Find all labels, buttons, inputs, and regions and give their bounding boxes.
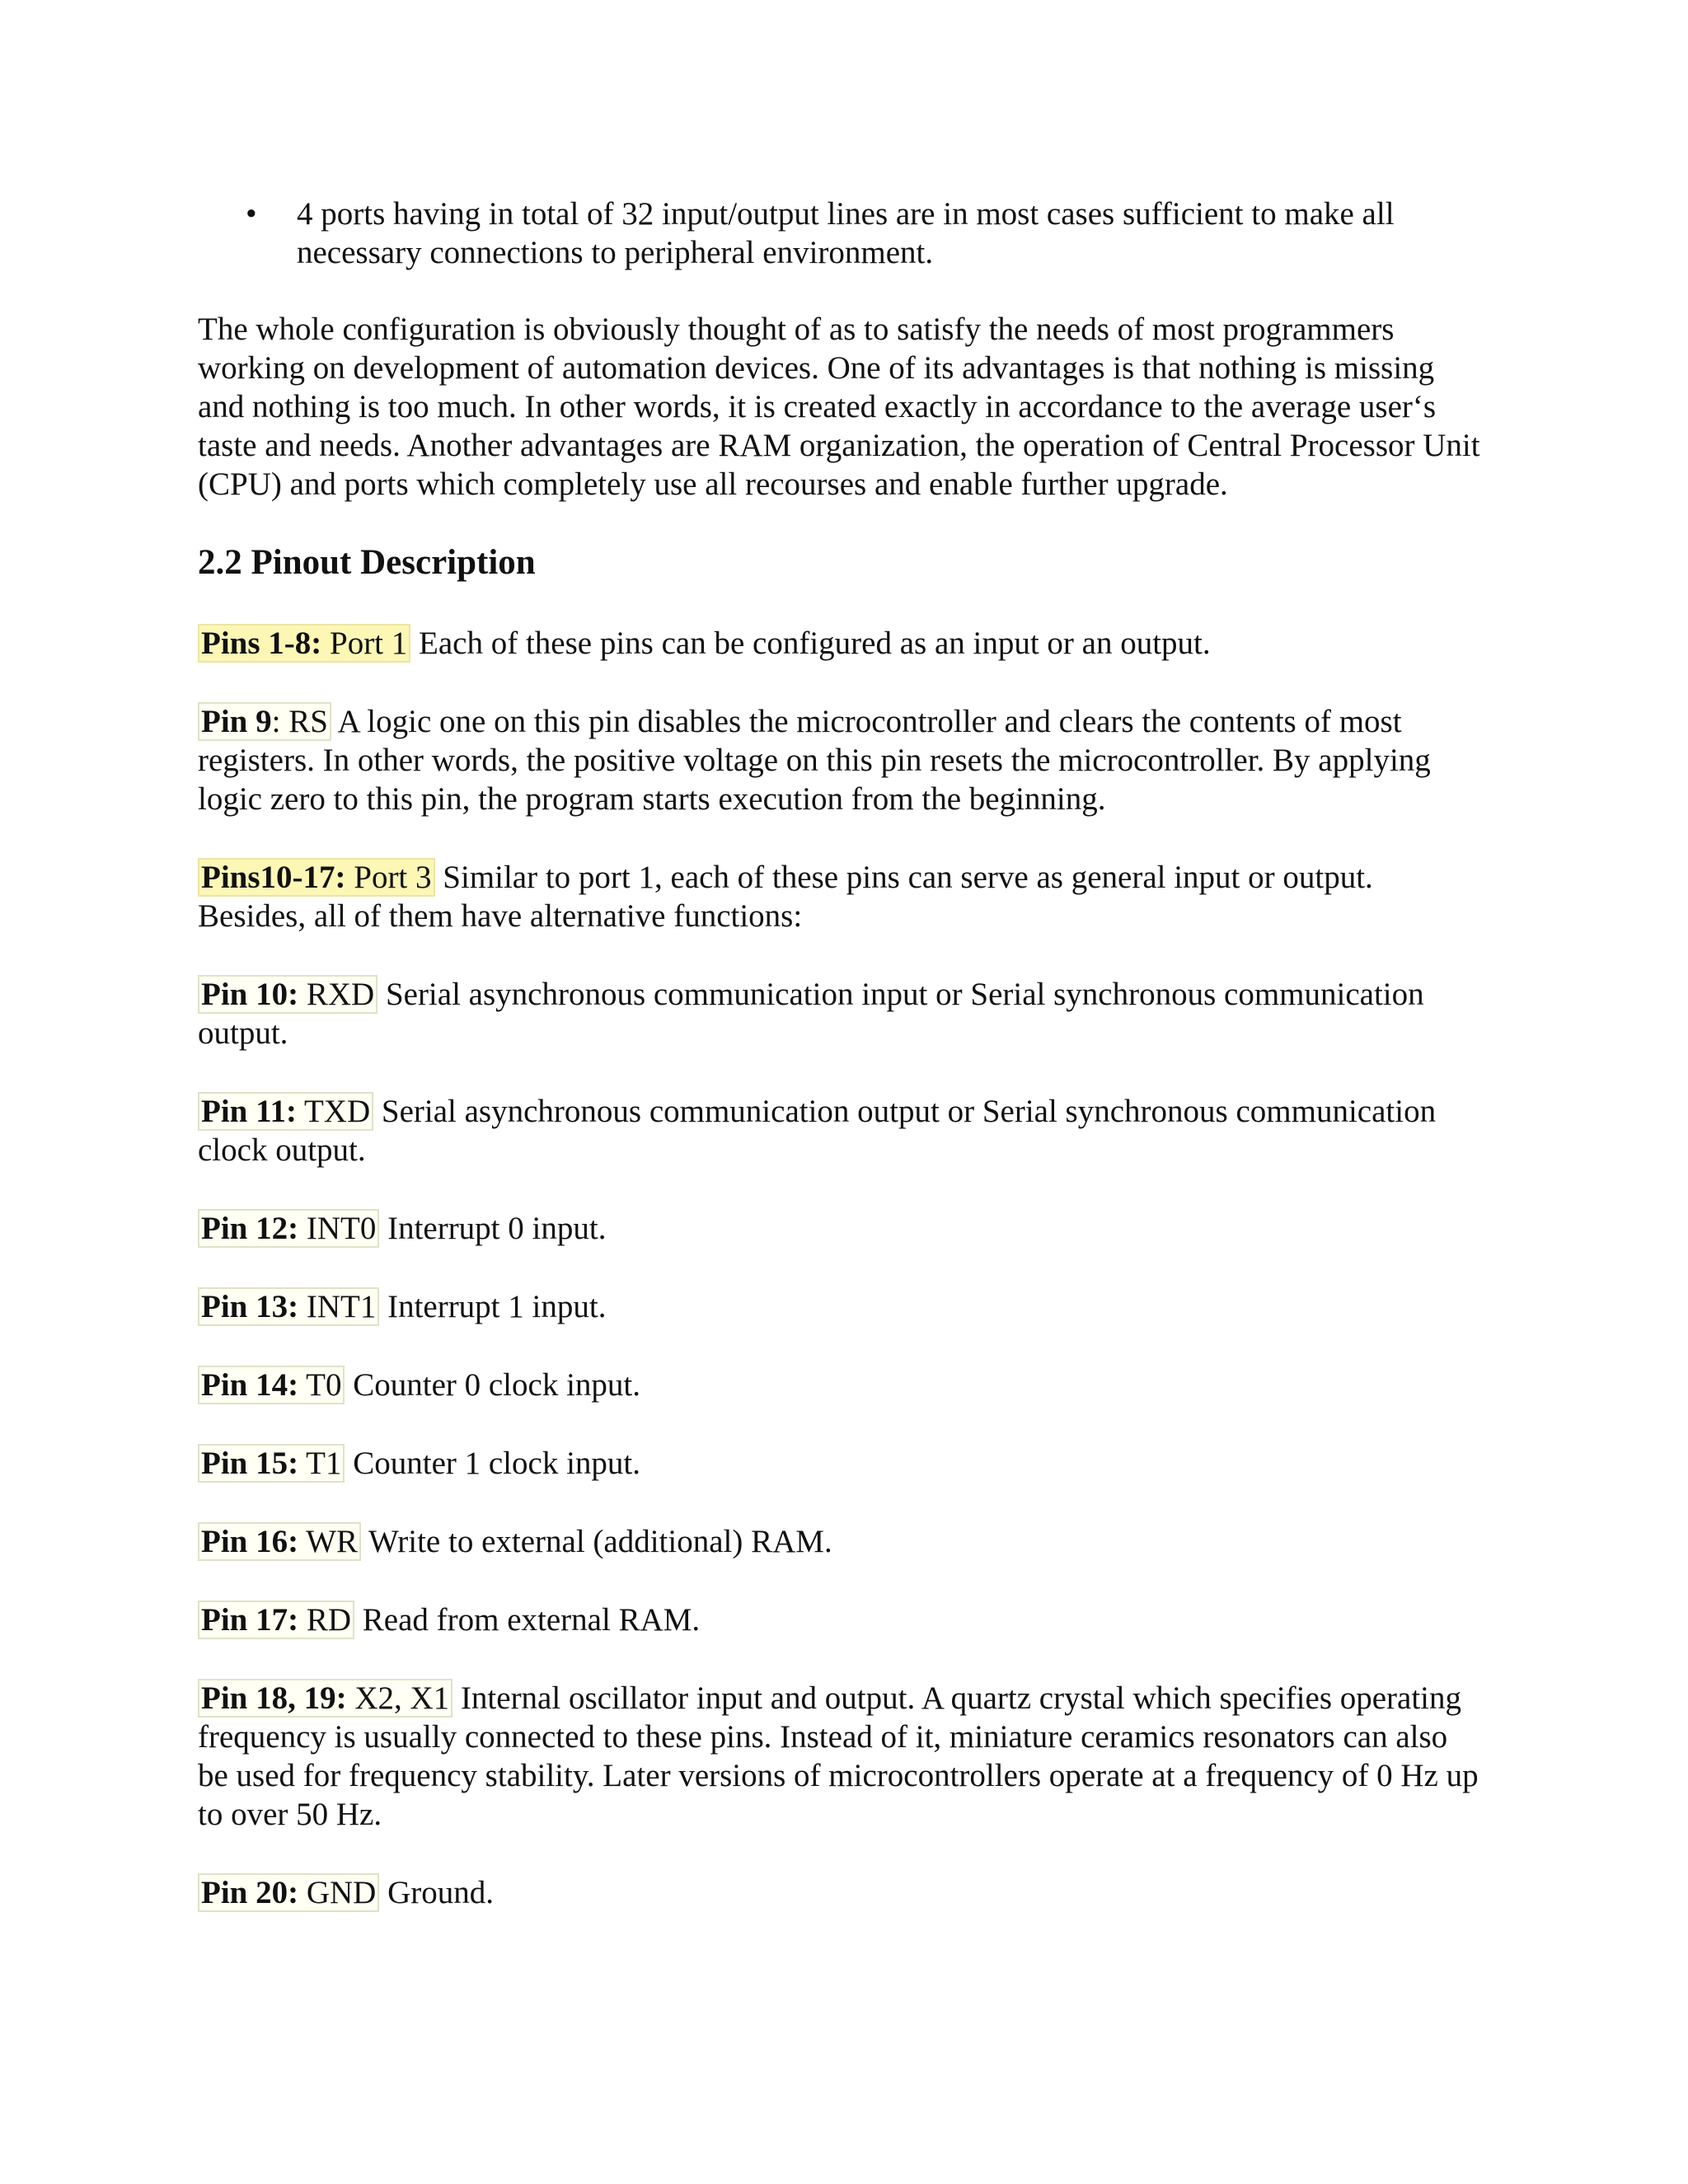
pin-description: Similar to port 1, each of these pins can serve as general input or output. Besides, all of them have alternative functions: (198, 860, 1373, 934)
pin-entry (198, 1366, 1484, 1404)
pin-name: TXD (303, 1094, 371, 1129)
bullet-item (198, 194, 1484, 272)
pin-description: Interrupt 1 input. (387, 1289, 607, 1324)
pin-description: A logic one on this pin disables the microcontroller and clears the contents of most registers. In other words, the positive voltage on this pin resets the microcontroller. By applying logic zero to this pin, the program starts execution from the beginning. (198, 704, 1431, 817)
pin-description: Internal oscillator input and output. A quartz crystal which specifies operating frequency is usually connected to these pins. Instead of it, miniature ceramics resonators can also be used for frequency stability. Later versions of microcontrollers operate at a frequency of 0 Hz up to over 50 Hz. (198, 1680, 1479, 1832)
pin-entry (198, 858, 1484, 935)
pin-name: T0 (306, 1367, 342, 1403)
pin-label: Pin 15: (201, 1446, 299, 1481)
pin-entry (198, 975, 1484, 1052)
pin-description: Serial asynchronous communication output or Serial synchronous communication clock output. (198, 1094, 1437, 1168)
pin-entry (198, 1287, 1484, 1326)
pin-description: Each of these pins can be configured as an input or an output. (419, 626, 1211, 661)
pin-name: Port 1 (330, 626, 408, 661)
pin-label: Pin 11: (201, 1094, 297, 1129)
pin-description: Serial asynchronous communication input or Serial synchronous communication output. (198, 977, 1424, 1051)
pin-name: WR (306, 1524, 358, 1559)
pin-tag (198, 1873, 379, 1912)
pin-tag (198, 1679, 452, 1718)
pin-label: Pin 18, 19: (201, 1680, 347, 1716)
pin-tag (198, 975, 377, 1014)
pin-entry (198, 1873, 1484, 1912)
pin-description: Write to external (additional) RAM. (368, 1524, 832, 1559)
pin-tag (198, 1287, 379, 1326)
pin-name: INT0 (306, 1211, 377, 1246)
pin-label: Pin 17: (201, 1602, 299, 1638)
pin-label: Pin 14: (201, 1367, 299, 1403)
bullet-text: 4 ports having in total of 32 input/output lines are in most cases sufficient to make all necessary connections to peripheral environment. (297, 196, 1395, 270)
pin-name: RD (306, 1602, 352, 1638)
pin-label: Pin 20: (201, 1875, 299, 1910)
pin-entry (198, 1209, 1484, 1248)
pin-name: RXD (306, 977, 375, 1012)
pin-tag (198, 1209, 379, 1248)
pin-name: Port 3 (354, 860, 432, 895)
document-page (198, 194, 1484, 1912)
pin-tag (198, 858, 435, 897)
pin-entry (198, 1092, 1484, 1169)
bullet-marker: • (246, 196, 257, 232)
section-heading: 2.2 Pinout Description (198, 543, 536, 582)
pin-name: T1 (306, 1446, 342, 1481)
pin-description: Counter 0 clock input. (353, 1367, 640, 1403)
pin-tag (198, 624, 410, 663)
pin-entry (198, 1601, 1484, 1639)
pin-entry (198, 1522, 1484, 1561)
pin-entry (198, 1679, 1484, 1834)
pin-description: Ground. (387, 1875, 494, 1910)
pin-tag (198, 1366, 345, 1404)
pin-tag (198, 1522, 361, 1561)
pin-label: Pins10-17: (201, 860, 346, 895)
pin-description: Counter 1 clock input. (353, 1446, 640, 1481)
pin-label: Pin 10: (201, 977, 299, 1012)
pin-entry (198, 624, 1484, 663)
pin-name: GND (306, 1875, 377, 1910)
pin-tag (198, 1444, 345, 1483)
pin-name: INT1 (306, 1289, 377, 1324)
pin-tag (198, 702, 331, 741)
pin-label: Pin 9 (201, 704, 272, 739)
pin-label: Pin 12: (201, 1211, 299, 1246)
pin-label: Pin 16: (201, 1524, 299, 1559)
intro-paragraph: The whole configuration is obviously thought of as to satisfy the needs of most programmers working on development of automation devices. One of its advantages is that nothing is missing and nothing is too much. In other words, it is created exactly in accordance to the average user‘s taste and needs. Another advantages are RAM organization, the operation of Central Processor Unit (CPU) and ports which completely use all recourses and enable further upgrade. (198, 312, 1480, 502)
pin-label: Pin 13: (201, 1289, 299, 1324)
pin-tag (198, 1092, 373, 1131)
pin-name: RS (288, 704, 328, 739)
pin-tag (198, 1601, 354, 1639)
pin-entry (198, 702, 1484, 818)
pin-name: X2, X1 (354, 1680, 450, 1716)
pin-description: Interrupt 0 input. (387, 1211, 607, 1246)
pin-entry (198, 1444, 1484, 1483)
pin-separator: : (271, 704, 281, 739)
pin-description: Read from external RAM. (362, 1602, 701, 1638)
pin-label: Pins 1-8: (201, 626, 322, 661)
